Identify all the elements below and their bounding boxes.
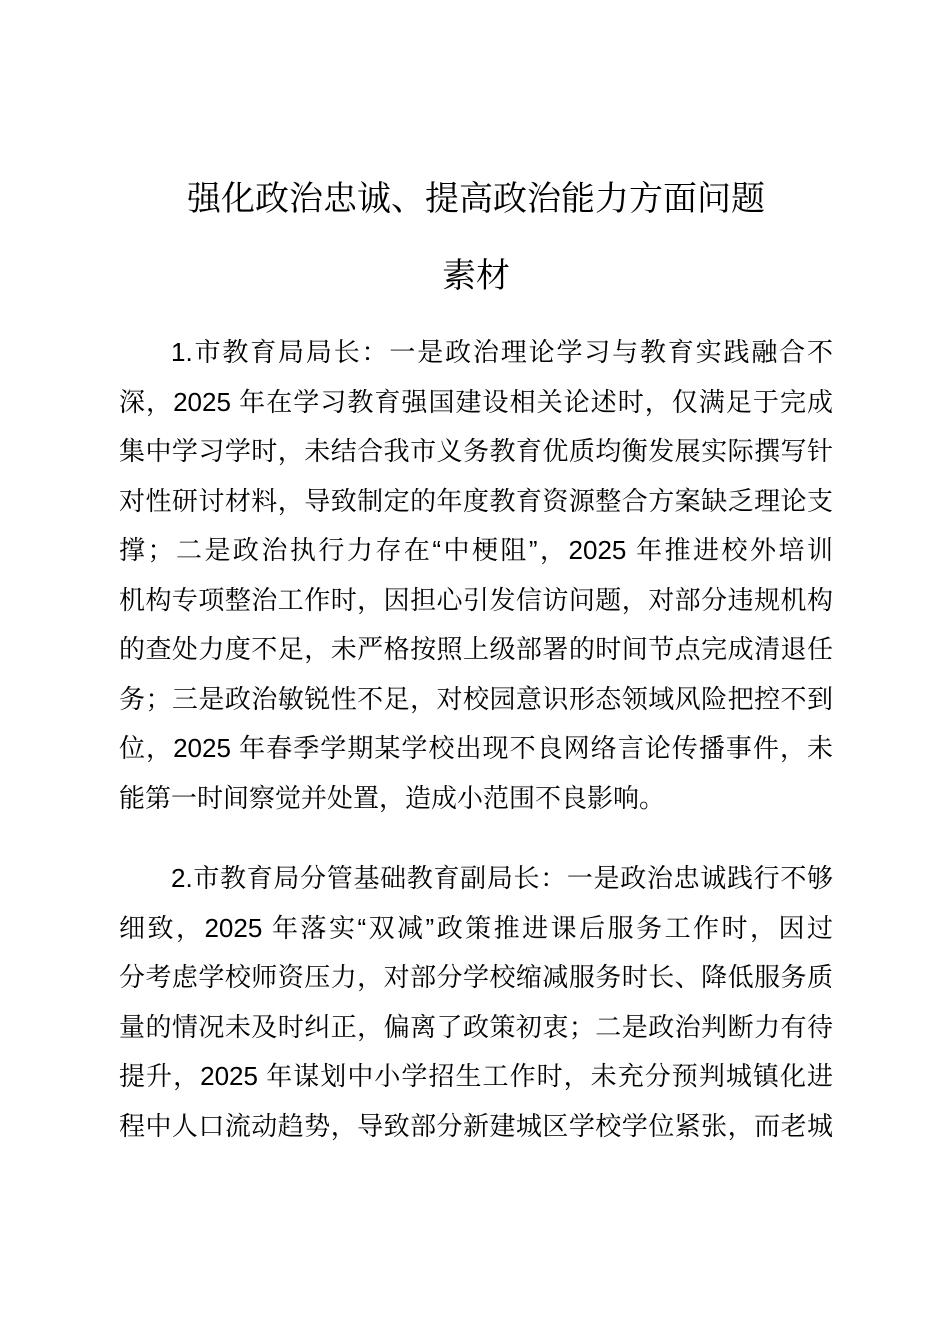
text-line: 对性研讨材料，导致制定的年度教育资源整合方案缺乏理论支 — [119, 485, 833, 516]
text-line: 撑；二是政治执行力存在“中梗阻”，2025 年推进校外培训 — [119, 535, 833, 565]
text-line: 程中人口流动趋势，导致部分新建城区学校学位紧张，而老城 — [119, 1110, 833, 1141]
text-line: 量的情况未及时纠正，偏离了政策初衷；二是政治判断力有待 — [119, 1011, 833, 1042]
text-line: 深，2025 年在学习教育强国建设相关论述时，仅满足于完成 — [119, 386, 833, 417]
document-body — [119, 328, 833, 1151]
title-line-1: 强化政治忠诚、提高政治能力方面问题 — [187, 180, 765, 218]
paragraph-2 — [119, 854, 833, 1151]
text-line: 的查处力度不足，未严格按照上级部署的时间节点完成清退任 — [119, 634, 833, 664]
title-line-2: 素材 — [442, 257, 510, 295]
paragraph-1 — [119, 328, 833, 823]
text-line: 位，2025 年春季学期某学校出现不良网络言论传播事件，未 — [119, 733, 833, 763]
document-title — [119, 161, 833, 315]
text-line: 分考虑学校师资压力，对部分学校缩减服务时长、降低服务质 — [119, 962, 833, 992]
text-line: 能第一时间察觉并处置，造成小范围不良影响。 — [119, 782, 666, 813]
text-line: 提升，2025 年谋划中小学招生工作时，未充分预判城镇化进 — [119, 1061, 833, 1091]
text-line: 务；三是政治敏锐性不足，对校园意识形态领域风险把控不到 — [119, 683, 833, 714]
text-line: 细致，2025 年落实“双减”政策推进课后服务工作时，因过 — [119, 912, 833, 943]
text-line: 2.市教育局分管基础教育副局长：一是政治忠诚践行不够 — [171, 863, 833, 893]
text-line: 1.市教育局局长：一是政治理论学习与教育实践融合不 — [171, 337, 833, 367]
text-line: 机构专项整治工作时，因担心引发信访问题，对部分违规机构 — [119, 584, 833, 615]
text-line: 集中学习学时，未结合我市义务教育优质均衡发展实际撰写针 — [119, 436, 833, 466]
